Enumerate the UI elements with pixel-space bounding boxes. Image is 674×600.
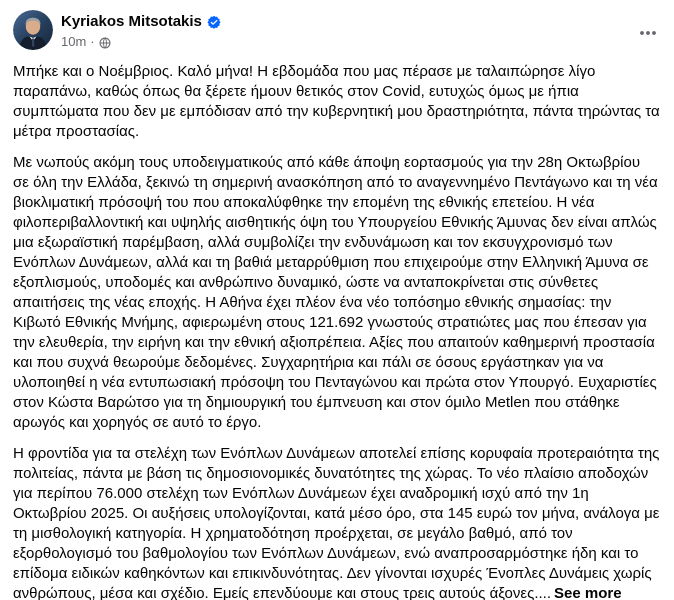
post-header-info — [61, 10, 221, 50]
post-paragraph-1: Μπήκε και ο Νοέμβριος. Καλό μήνα! Η εβδομάδα που μας πέρασε με ταλαιπώρησε λίγο παραπάνω, καθώς όπως θα ξέρετε ήμουν θετικός στον Covid, ευτυχώς όμως με ήπια συμπτώματα που δεν με εμπόδισαν από την κυβερνητική μου δραστηριότητα, πάντα τηρώντας τα μέτρα προστασίας. — [13, 63, 660, 140]
timestamp[interactable]: 10m — [61, 34, 87, 49]
post-paragraph-3 — [13, 444, 660, 600]
post-options-ellipsis-icon[interactable] — [632, 17, 664, 49]
avatar[interactable] — [13, 10, 53, 50]
post-meta-row — [61, 34, 221, 50]
see-more-link[interactable]: See more — [554, 585, 622, 600]
verified-checkmark-icon — [207, 15, 221, 29]
post-body-text — [0, 50, 674, 600]
post-header — [0, 0, 674, 50]
post-paragraph-3-text: Η φροντίδα για τα στελέχη των Ενόπλων Δυνάμεων αποτελεί επίσης κορυφαία προτεραιότητα της πολιτείας, πάντα με βάση τις δημοσιονομικές δυνατότητες της χώρας. Το νέο πλαίσιο αποδοχών για περίπου 76.000 στελέχη των Ενόπλων Δυνάμεων έχει αναδρομική ισχύ από την 1η Οκτωβρίου 2025. Οι αυξήσεις υπολογίζονται, κατά μέσο όρο, στα 145 ευρώ τον μήνα, ανάλογα με τη μισθολογική κατηγορία. Η χρηματοδότηση προέρχεται, σε μεγάλο βαθμό, από τον εξορθολογισμό του βαθμολογίου των Ενόπλων Δυνάμεων, ενώ αναπροσαρμόστηκε ήδη και το επίδομα ειδικών καθηκόντων και επικινδυνότητας. Δεν γίνονται ισχυρές Ένοπλες Δυνάμεις χωρίς ανθρώπους, μέσα και σχέδιο. Εμείς επενδύουμε και στους τρεις αυτούς άξονες.... — [13, 445, 660, 600]
post-paragraph-2: Με νωπούς ακόμη τους υποδειγματικούς από κάθε άποψη εορτασμούς για την 28η Οκτωβρίου σε όλη την Ελλάδα, ξεκινώ τη σημερινή ανασκόπηση από το αναγεννημένο Πεντάγωνο και τη νέα βιοκλιματική πρόσοψή του που αποκαλύφθηκε την επομένη της εθνικής επετείου. Η νέα φιλοπεριβαλλοντική και υψηλής αισθητικής όψη του Υπουργείου Εθνικής Άμυνας δεν είναι απλώς μια εξωραϊστική παρέμβαση, αλλά συμβολίζει την ενδυνάμωση και τον εκσυγχρονισμό των Ενόπλων Δυνάμεων, αλλά και τη βαθιά μεταρρύθμιση που επιχειρούμε στην Ελληνική Άμυνα σε εξοπλισμούς, υποδομές και ανθρώπινο δυναμικό, ώστε να ανταποκρίνεται στις σύνθετες απαιτήσεις της νέας εποχής. Η Αθήνα έχει πλέον ένα νέο τοπόσημο εθνικής σημασίας: την Κιβωτό Εθνικής Μνήμης, αφιερωμένη στους 121.692 γνωστούς στρατιώτες μας που έπεσαν για την ελευθερία, την ειρήνη και την εθνική αξιοπρέπεια. Αξίες που απαιτούν καθημερινή προστασία και που συχνά θεωρούμε δεδομένες. Συγχαρητήρια και πάλι σε όσους εργάστηκαν για να υλοποιηθεί η νέα εντυπωσιακή πρόσοψη του Πενταγώνου και πρώτα στον Υπουργό. Ευχαριστίες στον Κώστα Βαρώτσο για τη δημιουργική του έμπνευση και στον όμιλο Metlen που στάθηκε αρωγός και χορηγός σε αυτό το έργο. — [13, 154, 658, 431]
meta-separator: · — [90, 34, 95, 49]
author-row — [61, 12, 221, 31]
globe-public-icon — [99, 37, 111, 49]
author-name[interactable]: Kyriakos Mitsotakis — [61, 13, 202, 30]
